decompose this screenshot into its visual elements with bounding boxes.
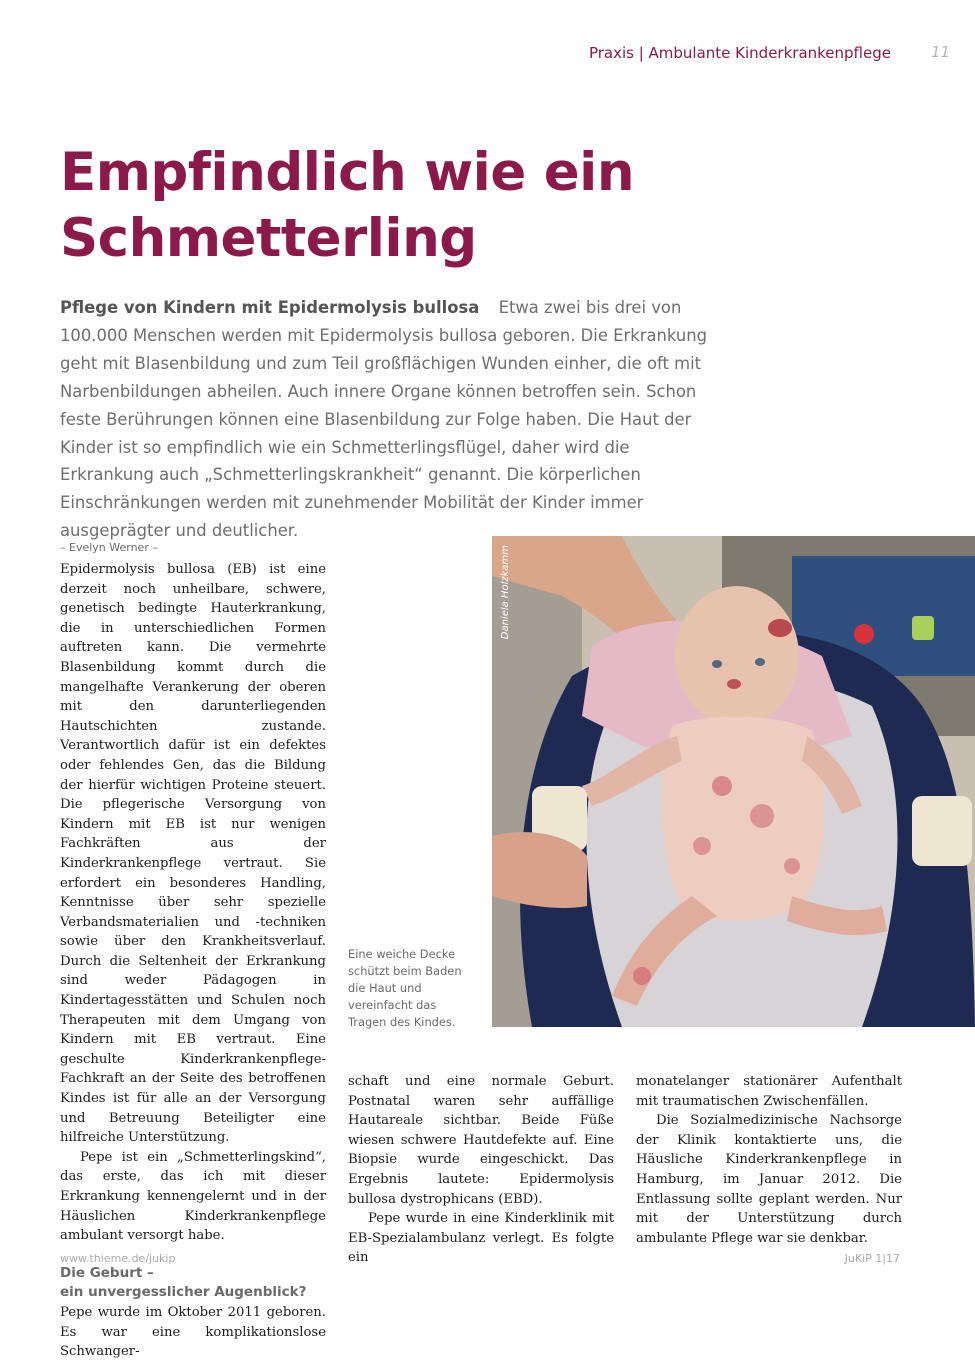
running-header: Praxis | Ambulante Kinderkrankenpflege	[588, 44, 891, 62]
author-line: – Evelyn Werner –	[60, 541, 158, 554]
lead-text: Etwa zwei bis drei von 100.000 Menschen werden mit Epidermolysis bullosa geboren. Die Erkrankung geht mit Blasenbildung und zum Teil großflächigen Wunden einher, die oft mit Narbenbildungen abheilen. Auch innere Organe können betroffen sein. Schon feste Berührungen können eine Blasenbildung zur Folge haben. Die Haut der Kinder ist so empfindlich wie ein Schmetterlingsflügel, daher wird die Erkrankung auch „Schmetterlingskrankheit“ genannt. Die körperlichen Einschränkungen werden mit zunehmender Mobilität der Kinder immer ausgeprägter und deutlicher.	[60, 298, 708, 541]
photo-credit: Daniela Holzkamm	[500, 545, 511, 640]
section-subheading	[60, 1264, 326, 1303]
body-paragraph: Pepe wurde im Oktober 2011 geboren. Es war eine komplikationslose Schwanger-	[60, 1304, 326, 1360]
lead-paragraph	[60, 294, 720, 545]
page-number: 11	[931, 43, 951, 61]
text-column-3	[636, 1072, 902, 1248]
lead-label: Pflege von Kindern mit Epidermolysis bullosa	[60, 298, 480, 317]
footer-issue: JuKiP 1|17	[844, 1252, 900, 1265]
body-paragraph: Pepe wurde in eine Kinderklinik mit EB-Spezialambulanz verlegt. Es folgte ein	[348, 1211, 614, 1266]
subheading-line-1: Die Geburt –	[60, 1264, 154, 1281]
text-column-2	[348, 1072, 614, 1268]
footer-url: www.thieme.de/jukip	[60, 1252, 176, 1265]
title-line-1: Empfindlich wie ein	[60, 142, 635, 203]
body-paragraph: schaft und eine normale Geburt. Postnatal waren sehr auffällige Hautareale sichtbar. Beide Füße wiesen schwere Hautdefekte auf. Eine Biopsie wurde eingeschickt. Das Ergebnis lautete: Epidermolysis bullosa dystrophicans (EBD).	[348, 1074, 614, 1207]
body-paragraph: Pepe ist ein „Schmetterlingskind“, das erste, das ich mit dieser Erkrankung kennengelernt und in der Häuslichen Kinderkrankenpflege ambulant versorgt habe.	[60, 1149, 326, 1244]
figure-caption: Eine weiche Decke schützt beim Baden die Haut und vereinfacht das Tragen des Kindes.	[348, 947, 462, 1029]
body-paragraph: Epidermolysis bullosa (EB) ist eine derzeit noch unheilbare, schwere, genetisch bedingte Hauterkrankung, die in unterschiedlichen Formen auftreten kann. Die vermehrte Blasenbildung kommt durch die mangelhafte Verankerung der oberen mit den darunterliegenden Hautschichten zustande. Verantwortlich dafür ist ein defektes oder fehlendes Gen, das die Bildung der hierfür wichtigen Proteine steuert. Die pflegerische Versorgung von Kindern mit EB ist nur wenigen Fachkräften aus der Kinderkrankenpflege vertraut. Sie erfordert ein besonderes Handling, Kenntnisse über sehr spezielle Verbandsmaterialien und -techniken sowie über den Krankheitsverlauf. Durch die Seltenheit der Erkrankung sind weder Pädagogen in Kindertagesstätten und Schulen noch Therapeuten mit dem Umgang von Kindern mit EB vertraut. Eine geschulte Kinderkrankenpflege-Fachkraft an der Seite des betroffenen Kindes ist für alle an der Versorgung und Betreuung Beteiligter eine hilfreiche Unterstützung.	[60, 562, 326, 1146]
body-paragraph: monatelanger stationärer Aufenthalt mit traumatischen Zwischenfällen.	[636, 1074, 902, 1109]
subheading-line-2: ein unvergesslicher Augenblick?	[60, 1284, 307, 1301]
title-line-2: Schmetterling	[60, 208, 477, 269]
article-title	[60, 140, 634, 272]
body-paragraph: Die Sozialmedizinische Nachsorge der Klinik kontaktierte uns, die Häusliche Kinderkrankenpflege in Hamburg, im Januar 2012. Die Entlassung sollte geplant werden. Nur mit der Unterstützung durch ambulante Pflege war sie denkbar.	[636, 1113, 902, 1246]
baby-bath-photo	[492, 536, 975, 1027]
text-column-1	[60, 560, 326, 1362]
